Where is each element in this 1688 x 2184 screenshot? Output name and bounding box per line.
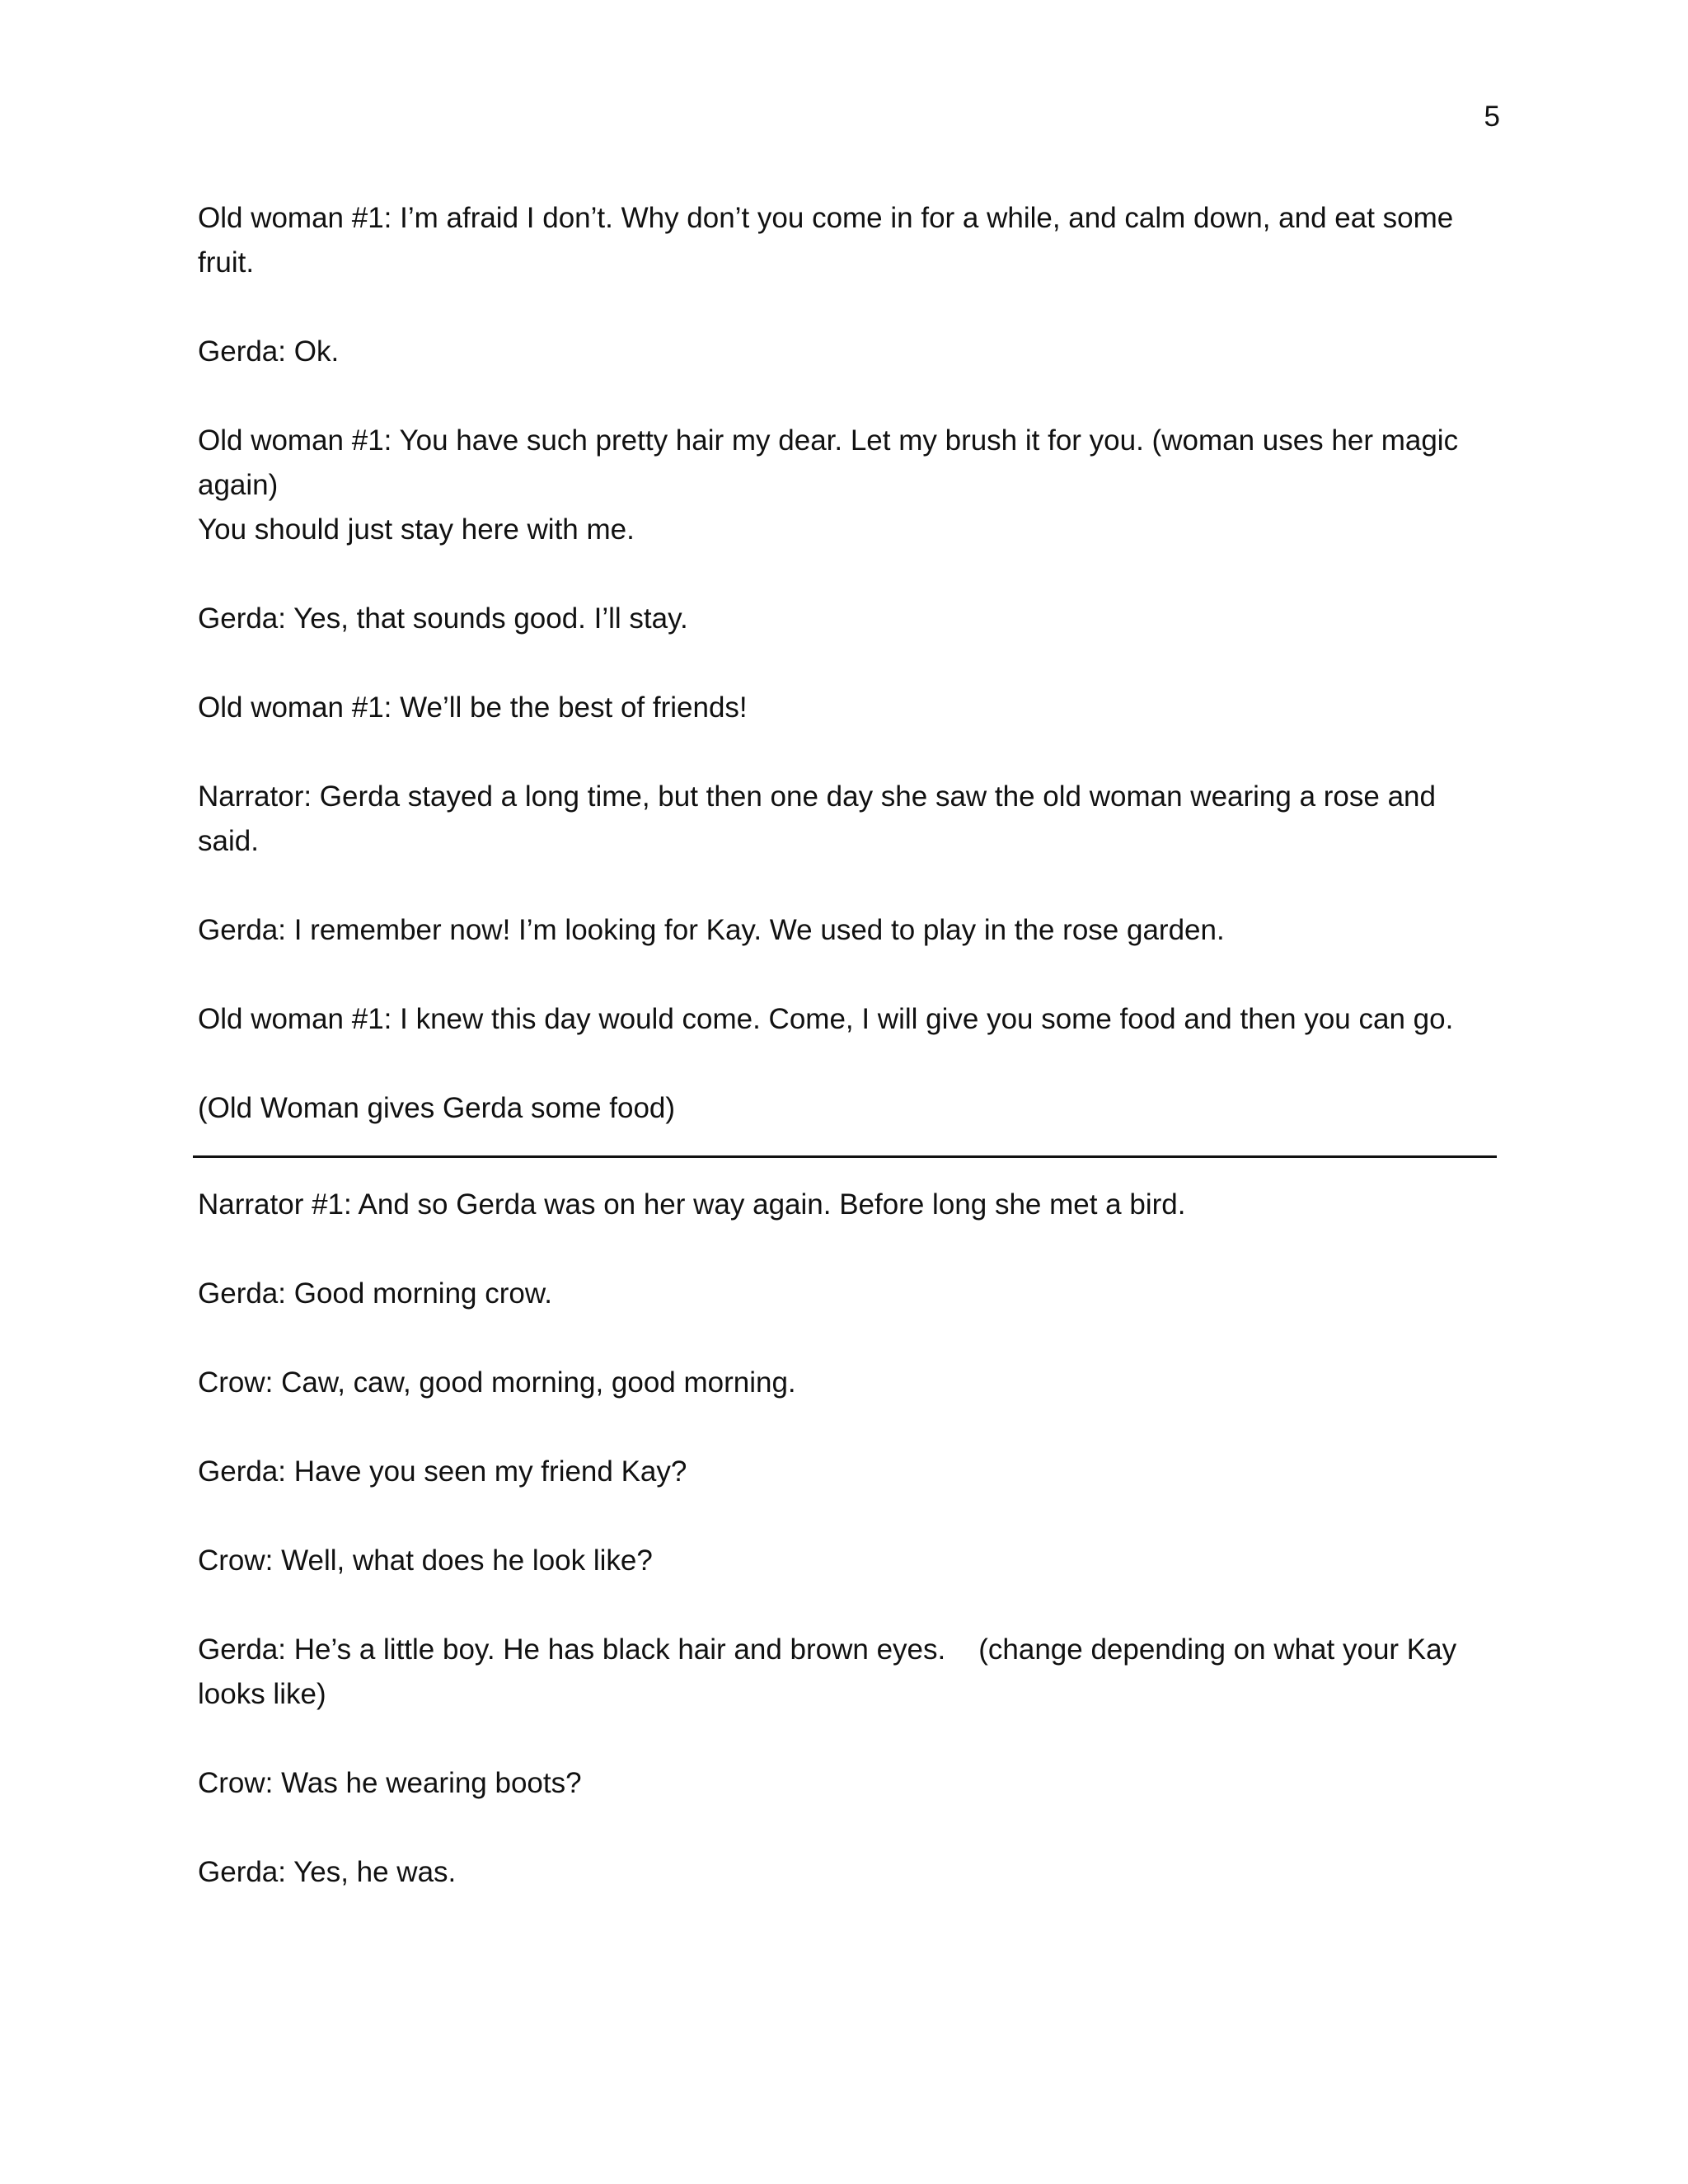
dialogue-line bbox=[198, 1272, 1492, 1316]
dialogue-line bbox=[198, 908, 1492, 953]
dialogue-line bbox=[198, 1539, 1492, 1583]
dialogue-line bbox=[198, 597, 1492, 641]
dialogue-line bbox=[198, 1361, 1492, 1405]
dialogue-line bbox=[198, 686, 1492, 730]
text-line: Crow: Was he wearing boots? bbox=[198, 1767, 582, 1799]
text-line: fruit. bbox=[198, 246, 255, 279]
dialogue-text: Gerda: He’s a little boy. He has black hair and brown eyes. bbox=[198, 1633, 946, 1666]
stage-note: (change depending on what your Kay bbox=[978, 1633, 1457, 1666]
page-number: 5 bbox=[1484, 101, 1500, 133]
dialogue-line bbox=[198, 997, 1492, 1042]
text-line: Gerda: Ok. bbox=[198, 335, 340, 368]
text-line: Crow: Caw, caw, good morning, good morning. bbox=[198, 1366, 796, 1399]
dialogue-line bbox=[198, 1761, 1492, 1806]
dialogue-line bbox=[198, 419, 1492, 552]
dialogue-line bbox=[198, 775, 1492, 864]
text-line: Gerda: Good morning crow. bbox=[198, 1277, 552, 1310]
text-line: Gerda: Yes, he was. bbox=[198, 1856, 457, 1888]
dialogue-line bbox=[198, 1850, 1492, 1895]
text-line: Gerda: Have you seen my friend Kay? bbox=[198, 1455, 687, 1488]
text-line: Crow: Well, what does he look like? bbox=[198, 1544, 653, 1577]
text-line: Old woman #1: We’ll be the best of friends! bbox=[198, 691, 748, 724]
text-line: said. bbox=[198, 825, 259, 857]
text-line: (Old Woman gives Gerda some food) bbox=[198, 1092, 676, 1124]
stage-direction bbox=[198, 1086, 1492, 1131]
text-line: again) bbox=[198, 469, 279, 501]
section-divider bbox=[193, 1155, 1497, 1158]
text-line bbox=[198, 1628, 1492, 1672]
section-crow bbox=[198, 1183, 1492, 1895]
section-old-woman bbox=[198, 196, 1492, 1131]
text-line: looks like) bbox=[198, 1678, 326, 1710]
text-line: Gerda: Yes, that sounds good. I’ll stay. bbox=[198, 602, 688, 635]
text-line: You should just stay here with me. bbox=[198, 513, 635, 546]
text-line: Narrator: Gerda stayed a long time, but then one day she saw the old woman wearing a rose and bbox=[198, 780, 1436, 813]
text-line: Old woman #1: I’m afraid I don’t. Why don’t you come in for a while, and calm down, and eat some bbox=[198, 202, 1454, 234]
dialogue-line bbox=[198, 330, 1492, 374]
text-line: Old woman #1: You have such pretty hair my dear. Let my brush it for you. (woman uses her magic bbox=[198, 424, 1459, 457]
dialogue-line bbox=[198, 1183, 1492, 1227]
text-line: Narrator #1: And so Gerda was on her way again. Before long she met a bird. bbox=[198, 1188, 1186, 1221]
text-line: Gerda: I remember now! I’m looking for Kay. We used to play in the rose garden. bbox=[198, 914, 1225, 946]
text-line: Old woman #1: I knew this day would come. Come, I will give you some food and then you can go. bbox=[198, 1003, 1454, 1035]
dialogue-line bbox=[198, 1450, 1492, 1494]
script-body bbox=[198, 196, 1492, 1939]
dialogue-line bbox=[198, 196, 1492, 285]
dialogue-line bbox=[198, 1628, 1492, 1717]
